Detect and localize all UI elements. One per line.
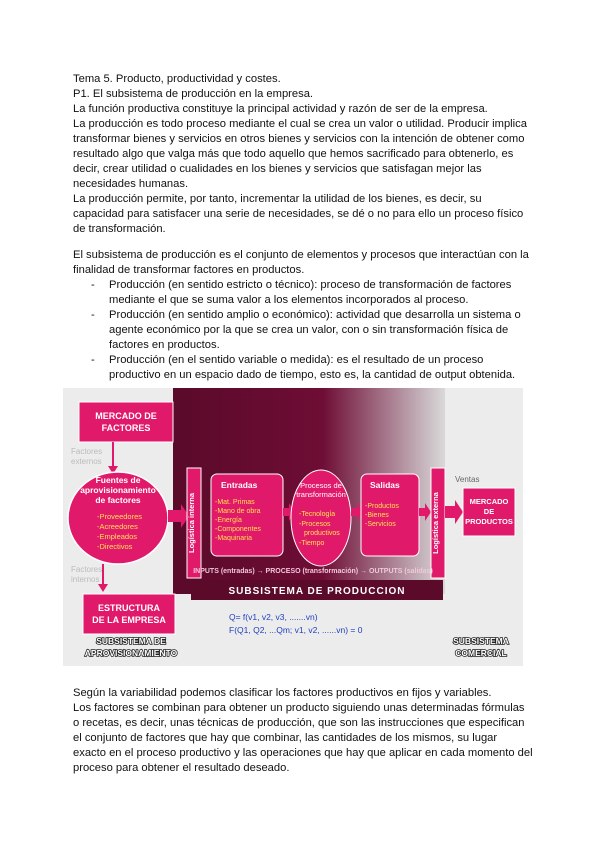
- subsistema-produccion-label: SUBSISTEMA DE PRODUCCION: [228, 586, 406, 597]
- subsistema-comercial-2: COMERCIAL: [455, 648, 507, 658]
- definition-list: [73, 278, 535, 383]
- procesos-title-1: Procesos de: [300, 481, 342, 490]
- entradas-item: -Maquinaria: [215, 535, 252, 542]
- entradas-title: Entradas: [221, 480, 258, 490]
- document-title: Tema 5. Producto, productividad y costes.: [73, 73, 281, 85]
- procesos-item: productivos: [304, 530, 340, 537]
- factores-externos-1: Factores: [71, 447, 103, 456]
- factores-internos-1: Factores: [71, 565, 103, 574]
- salidas-item: -Productos: [365, 503, 399, 510]
- estructura-label-2: DE LA EMPRESA: [92, 615, 166, 625]
- paragraph: Los factores se combinan para obtener un producto siguiendo unas determinadas fórmulas o recetas, es decir, unas técnicas de producción, que son las instrucciones que especifican el conjunto de factores que hay que combinar, las cantidades de los mismos, su lugar exacto en el proceso productivo y las operaciones que hay que aplicar en cada momento del proceso para obtener el resultado deseado.: [73, 702, 533, 774]
- entradas-item: -Mat. Primas: [215, 499, 255, 506]
- logistica-interna-label: Logística interna: [187, 492, 196, 554]
- subsistema-comercial-1: SUBSISTEMA: [453, 636, 509, 646]
- logistica-externa-label: Logística externa: [431, 492, 440, 554]
- mercado-factores-label-1: MERCADO DE: [95, 411, 157, 421]
- entradas-item: -Componentes: [215, 526, 261, 533]
- procesos-item: -Procesos: [299, 521, 331, 528]
- mercado-factores-box: [79, 402, 173, 442]
- list-item-text: Producción (en sentido estricto o técnico): proceso de transformación de factores mediante el que se suma valor a los elementos incorporados al proceso.: [109, 279, 512, 306]
- flow-line-label: INPUTS (entradas) → PROCESO (transformación) → OUTPUTS (salidas): [193, 568, 433, 575]
- ventas-label: Ventas: [455, 475, 480, 484]
- factors-section: [73, 686, 533, 776]
- mercado-productos-3: PRODUCTOS: [465, 517, 513, 526]
- fuentes-title-3: de factores: [95, 495, 141, 505]
- procesos-item: -Tecnología: [299, 511, 336, 518]
- list-item: [73, 308, 535, 353]
- paragraph: Según la variabilidad podemos clasificar los factores productivos en fijos y variables.: [73, 687, 492, 699]
- formula-1: Q= f(v1, v2, v3, .......vn): [229, 612, 318, 622]
- fuentes-title-2: aprovisionamiento: [80, 485, 156, 495]
- list-item-text: Producción (en el sentido variable o medida): es el resultado de un proceso productivo en un espacio dado de tiempo, esto es, la cantidad de output obtenida.: [109, 354, 516, 381]
- entradas-item: -Energía: [215, 517, 242, 524]
- fuentes-item: -Empleados: [97, 532, 138, 541]
- bullet-marker: -: [91, 309, 95, 321]
- list-item-text: Producción (en sentido amplio o económico): actividad que desarrolla un sistema o agente económico por la que se crea un valor, con o sin transformación física de factores en productos.: [109, 309, 521, 351]
- subsistema-aprov-2: APROVISIONAMIENTO: [84, 648, 178, 658]
- list-item: [73, 278, 535, 308]
- procesos-title-2: transformación: [296, 490, 346, 499]
- bullet-marker: -: [91, 354, 95, 366]
- paragraph: La función productiva constituye la principal actividad y razón de ser de la empresa.: [73, 103, 488, 115]
- list-item: [73, 353, 535, 383]
- mercado-productos-2: DE: [483, 507, 495, 516]
- subsistema-aprov-1: SUBSISTEMA DE: [96, 636, 166, 646]
- paragraph: La producción permite, por tanto, incrementar la utilidad de los bienes, es decir, su capacidad para satisfacer una serie de necesidades, se dé o no para ello un proceso físico de transformación.: [73, 193, 524, 235]
- fuentes-item: -Directivos: [97, 542, 133, 551]
- bullet-marker: -: [91, 279, 95, 291]
- formula-2: F(Q1, Q2, ...Qm; v1, v2, ......vn) = 0: [229, 625, 363, 635]
- paragraph: La producción es todo proceso mediante el cual se crea un valor o utilidad. Producir implica transformar bienes y servicios en otros bienes y servicios con la intención de obtener como resultado algo que valga más que todo aquello que hemos sacrificado para obtenerlo, es decir, crear utilidad o cualidades en los bienes y servicios que satisfagan mejor las necesidades humanas.: [73, 118, 527, 190]
- factores-internos-2: internos: [71, 575, 100, 584]
- salidas-title: Salidas: [370, 480, 400, 490]
- production-subsystem-diagram: [63, 388, 523, 666]
- mercado-factores-label-2: FACTORES: [101, 423, 151, 433]
- salidas-item: -Bienes: [365, 512, 389, 519]
- salidas-item: -Servicios: [365, 521, 396, 528]
- mercado-productos-1: MERCADO: [469, 497, 509, 506]
- factores-externos-2: externos: [71, 457, 102, 466]
- fuentes-title-1: Fuentes de: [95, 475, 141, 485]
- section-heading: P1. El subsistema de producción en la empresa.: [73, 88, 314, 100]
- fuentes-item: -Proveedores: [97, 512, 143, 521]
- subsystem-section: [73, 248, 535, 383]
- fuentes-item: -Acreedores: [97, 522, 138, 531]
- estructura-box: [83, 594, 175, 634]
- intro-section: [73, 72, 533, 237]
- procesos-item: -Tiempo: [299, 540, 325, 547]
- paragraph: El subsistema de producción es el conjunto de elementos y procesos que interactúan con la finalidad de transformar factores en productos.: [73, 249, 529, 276]
- estructura-label-1: ESTRUCTURA: [98, 603, 160, 613]
- entradas-item: -Mano de obra: [215, 508, 261, 515]
